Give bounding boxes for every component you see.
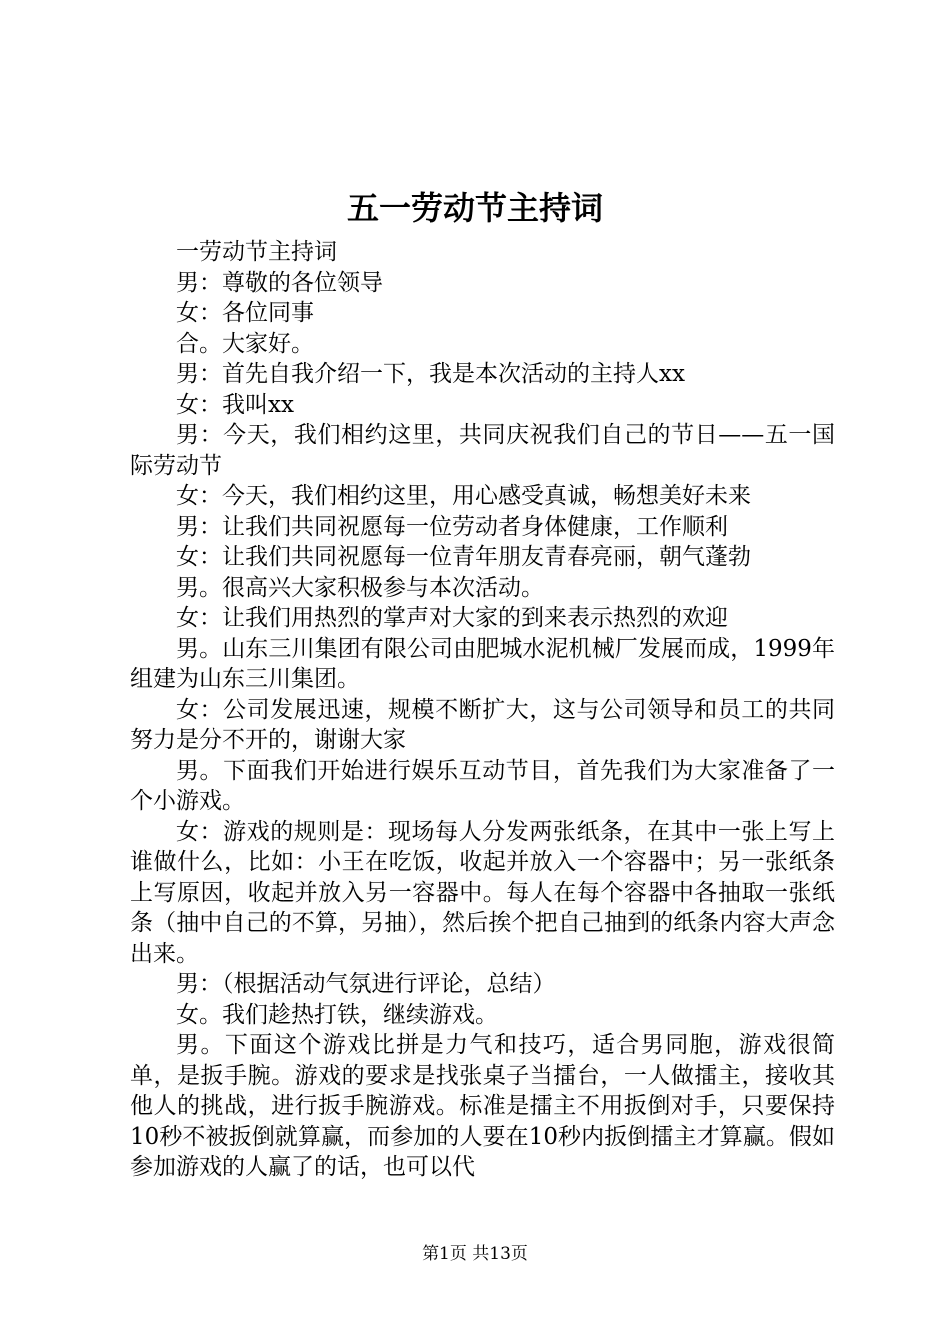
paragraph: 男：今天，我们相约这里，共同庆祝我们自己的节日——五一国际劳动节 [130,422,835,479]
paragraph: 男。山东三川集团有限公司由肥城水泥机械厂发展而成，1999年组建为山东三川集团。 [130,635,835,692]
paragraph: 女：今天，我们相约这里，用心感受真诚，畅想美好未来 [176,483,751,509]
paragraph: 男。下面这个游戏比拼是力气和技巧，适合男同胞，游戏很简单，是扳手腕。游戏的要求是找张桌子当擂台，一人做擂主，接收其他人的挑战，进行扳手腕游戏。标准是擂主不用扳倒对手，只要保持10秒不被扳倒就算赢，而参加的人要在10秒内扳倒擂主才算赢。假如参加游戏的人赢了的话，也可以代 [130,1032,835,1180]
paragraph: 女。我们趁热打铁，继续游戏。 [176,1001,498,1028]
paragraph: 女：让我们共同祝愿每一位青年朋友青春亮丽，朝气蓬勃 [176,544,751,570]
paragraph: 男。下面我们开始进行娱乐互动节目，首先我们为大家准备了一个小游戏。 [130,757,835,814]
paragraph: 女：让我们用热烈的掌声对大家的到来表示热烈的欢迎 [176,605,728,631]
page-number-footer: 第1页 共13页 [422,1244,528,1264]
paragraph: 合。大家好。 [176,330,314,357]
paragraph: 男：尊敬的各位领导 [176,269,383,296]
paragraph: 男：首先自我介绍一下，我是本次活动的主持人xx [176,361,685,387]
paragraph: 一劳动节主持词 [176,239,337,265]
paragraph: 男：（根据活动气氛进行评论，总结） [176,971,556,997]
paragraph: 女：各位同事 [176,300,314,326]
document-title: 五一劳动节主持词 [346,189,603,227]
paragraph: 女：我叫xx [176,391,294,418]
document-body [130,237,835,1183]
paragraph: 男：让我们共同祝愿每一位劳动者身体健康，工作顺利 [176,513,728,540]
paragraph: 女：公司发展迅速，规模不断扩大，这与公司领导和员工的共同努力是分不开的，谢谢大家 [130,696,835,753]
paragraph: 女：游戏的规则是：现场每人分发两张纸条，在其中一张上写上谁做什么，比如：小王在吃饭，收起并放入一个容器中；另一张纸条上写原因，收起并放入另一容器中。每人在每个容器中各抽取一张纸条（抽中自己的不算，另抽），然后挨个把自己抽到的纸条内容大声念出来。 [130,818,835,967]
paragraph: 男。很高兴大家积极参与本次活动。 [176,574,544,601]
